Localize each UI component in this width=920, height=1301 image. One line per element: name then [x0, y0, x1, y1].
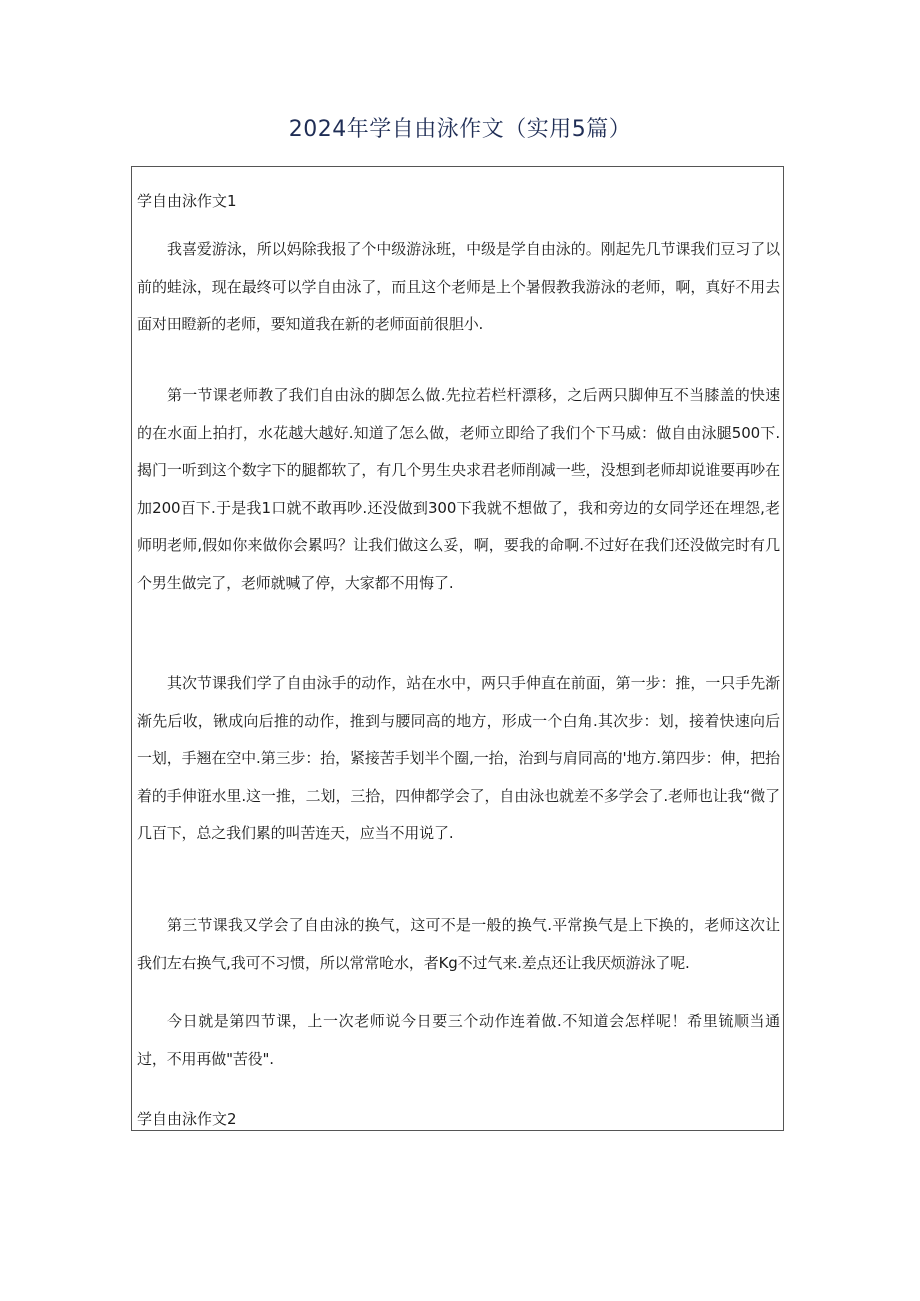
section-heading-1: 学自由泳作文1 — [137, 192, 237, 210]
paragraph-5: 今日就是第四节课，上一次老师说今日要三个动作连着做.不知道会怎样呢！希里锍顺当通过，不用再做"苦役". — [137, 1012, 780, 1068]
paragraph-4: 第三节课我又学会了自由泳的换气，这可不是一般的换气.平常换气是上下换的，老师这次让我们左右换气,我可不习惯，所以常常呛水，者Kg不过气来.差点还让我厌烦游泳了呢. — [137, 916, 780, 972]
paragraph-1: 我喜爱游泳，所以妈除我报了个中级游泳班，中级是学自由泳的。刚起先几节课我们豆习了以前的蛙泳，现在最终可以学自由泳了，而且这个老师是上个暑假教我游泳的老师，啊，真好不用去面对田瞪新的老师，要知道我在新的老师面前很胆小. — [137, 240, 780, 333]
section-heading-2: 学自由泳作文2 — [137, 1110, 237, 1128]
paragraph-3: 其次节课我们学了自由泳手的动作，站在水中，两只手伸直在前面，第一步：推，一只手先渐渐先后收，锹成向后推的动作，推到与腰同高的地方，形成一个白角.其次步：划，接着快速向后一划，手翘在空中.第三步：抬，紧接苦手划半个圈,一抬，治到与肩同高的'地方.第四步：伸，把抬着的手伸诳水里.这一推，二划，三拾，四伸都学会了，自由泳也就差不多学会了.老师也让我“微了几百下，总之我们累的叫苦连天，应当不用说了. — [137, 674, 780, 842]
content-box — [131, 166, 784, 1131]
paragraph-2: 第一节课老师教了我们自由泳的脚怎么做.先拉若栏杆漂移，之后两只脚伸互不当膝盖的快速的在水面上拍打，水花越大越好.知道了怎么做，老师立即给了我们个下马威：做自由泳腿500下.揭门一听到这个数字下的腿都软了，有几个男生央求君老师削减一些，没想到老师却说谁要再吵在加200百下.于是我1口就不敢再吵.还没做到300下我就不想做了，我和旁边的女同学还在埋怨,老师明老师,假如你来做你会累吗？让我们做这么妥，啊，要我的命啊.不过好在我们还没做完时有几个男生做完了，老师就喊了停，大家都不用悔了. — [137, 386, 780, 592]
page-title: 2024年学自由泳作文（实用5篇） — [288, 117, 632, 142]
